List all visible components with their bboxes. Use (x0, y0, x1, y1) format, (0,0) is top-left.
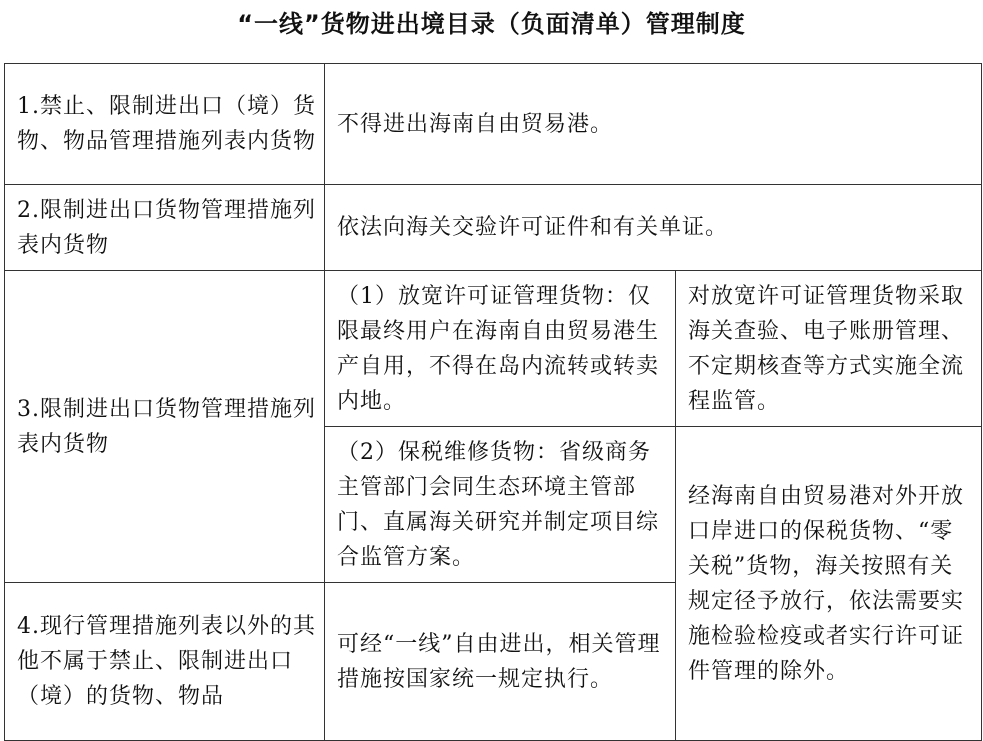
row4-category-cell: 4.现行管理措施列表以外的其他不属于禁止、限制进出口（境）的货物、物品 (5, 583, 325, 741)
row2-rule-cell: 依法向海关交验许可证件和有关单证。 (325, 185, 982, 271)
table-row (5, 64, 982, 185)
page-title: “一线”货物进出境目录（负面清单）管理制度 (237, 10, 746, 38)
row3-category-cell: 3.限制进出口货物管理措施列表内货物 (5, 271, 325, 583)
row2-category-cell: 2.限制进出口货物管理措施列表内货物 (5, 185, 325, 271)
row1-rule-cell: 不得进出海南自由贸易港。 (325, 64, 982, 185)
row3-item2-cell: （2）保税维修货物：省级商务主管部门会同生态环境主管部门、直属海关研究并制定项目综合监管方案。 (325, 427, 676, 583)
row4-rule-cell: 可经“一线”自由进出，相关管理措施按国家统一规定执行。 (325, 583, 676, 741)
shared-note-cell: 经海南自由贸易港对外开放口岸进口的保税货物、“零关税”货物，海关按照有关规定径予放行，依法需要实施检验检疫或者实行许可证件管理的除外。 (676, 427, 982, 741)
table-row (5, 271, 982, 427)
row1-category-cell: 1.禁止、限制进出口（境）货物、物品管理措施列表内货物 (5, 64, 325, 185)
negative-list-table (4, 63, 982, 741)
row3-item1-cell: （1）放宽许可证管理货物：仅限最终用户在海南自由贸易港生产自用，不得在岛内流转或转卖内地。 (325, 271, 676, 427)
row3-item1-supervision-cell: 对放宽许可证管理货物采取海关查验、电子账册管理、不定期核查等方式实施全流程监管。 (676, 271, 982, 427)
table-row (5, 185, 982, 271)
